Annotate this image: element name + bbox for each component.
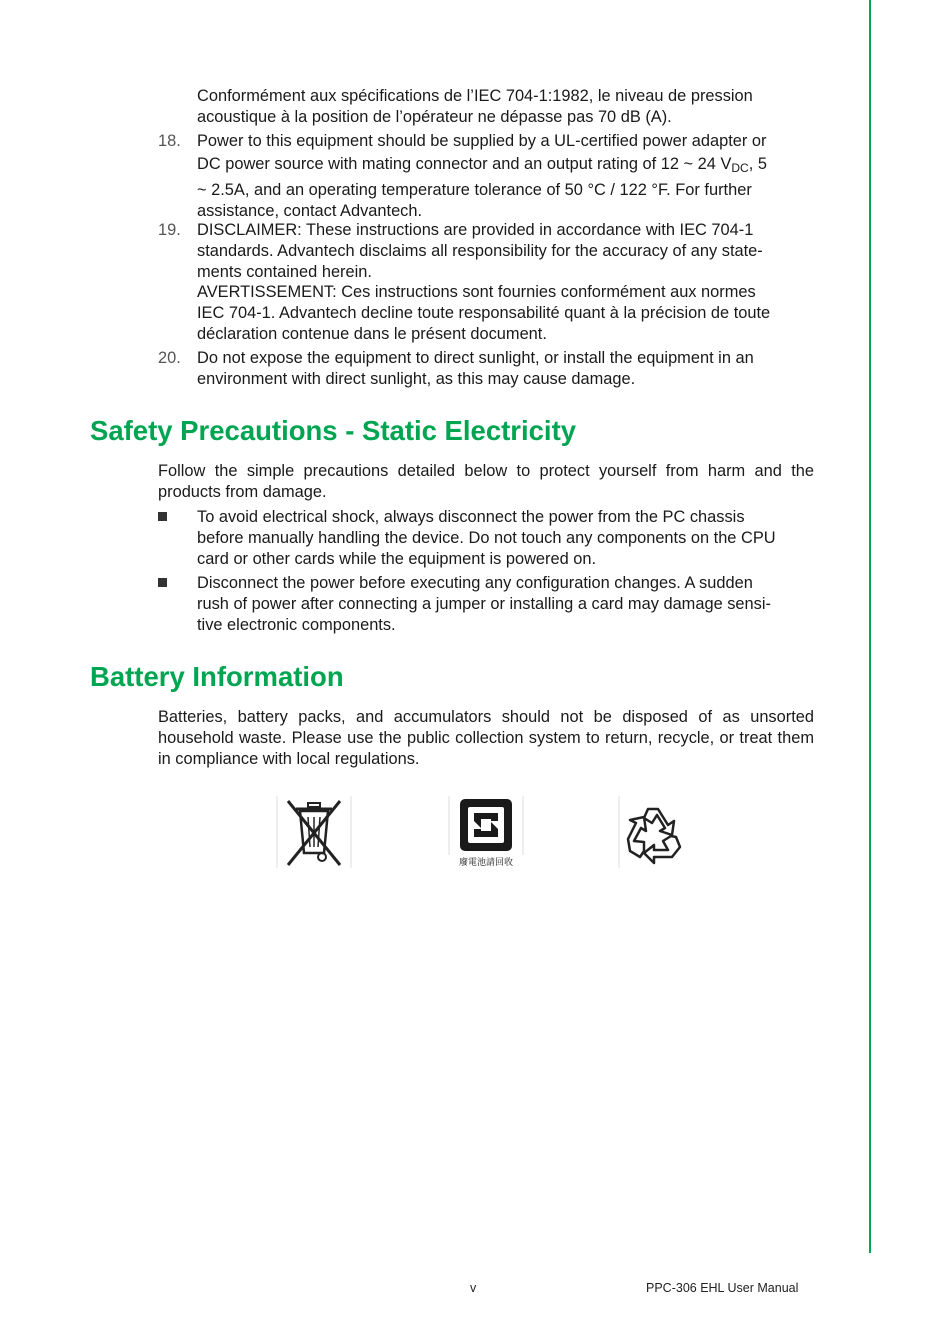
item-line: IEC 704-1. Advantech decline toute responsabilité quant à la précision de toute xyxy=(197,304,771,323)
static-intro-paragraph: Follow the simple precautions detailed below to protect yourself from harm and the products from damage. xyxy=(158,462,814,501)
item-line: tive electronic components. xyxy=(197,615,396,634)
weee-crossed-bin-icon xyxy=(276,795,352,869)
list-item-text xyxy=(197,220,817,345)
item-line: assistance, contact Advantech. xyxy=(197,201,423,220)
subscript: DC xyxy=(731,160,749,175)
item-line: DC power source with mating connector and an output rating of 12 ~ 24 $V_{DC}$, 5 xyxy=(197,154,767,175)
continuation-line: Conformément aux spécifications de l’IEC 704-1:1982, le niveau de pression xyxy=(197,87,753,105)
page-edge-rule xyxy=(869,0,871,1253)
list-number: 18. xyxy=(158,132,181,150)
square-bullet-icon xyxy=(158,512,167,521)
battery-paragraph: Batteries, battery packs, and accumulators should not be disposed of as unsorted household waste. Please use the public collection system to return, recycle, or treat them in compliance with local regulations. xyxy=(158,708,814,768)
list-item-text xyxy=(197,348,817,390)
item-line: rush of power after connecting a jumper or installing a card may damage sensi- xyxy=(197,594,771,613)
battery-recycle-caption: 廢電池請回收 xyxy=(458,858,513,868)
section-heading-static-electricity: Safety Precautions - Static Electricity xyxy=(90,415,577,446)
item-line: Disconnect the power before executing any configuration changes. A sudden xyxy=(197,574,753,592)
item-line: déclaration contenue dans le présent document. xyxy=(197,324,547,343)
item-line: ~ 2.5A, and an operating temperature tolerance of 50 °C / 122 °F. For further xyxy=(197,180,752,199)
item-line: ments contained herein. xyxy=(197,262,372,281)
item-line: AVERTISSEMENT: Ces instructions sont fournies conformément aux normes xyxy=(197,283,756,302)
section-heading-battery-information: Battery Information xyxy=(90,661,344,692)
item-line: Do not expose the equipment to direct sunlight, or install the equipment in an xyxy=(197,349,754,367)
manual-title-footer: PPC-306 EHL User Manual xyxy=(646,1281,799,1295)
item-line: before manually handling the device. Do not touch any components on the CPU xyxy=(197,528,776,547)
taiwan-battery-recycle-icon xyxy=(448,795,524,869)
list-number: 20. xyxy=(158,349,181,367)
list-number: 19. xyxy=(158,221,181,239)
item-line: card or other cards while the equipment is powered on. xyxy=(197,549,597,568)
bullet-text xyxy=(197,507,817,569)
continuation-text xyxy=(197,86,817,128)
item-line: To avoid electrical shock, always disconnect the power from the PC chassis xyxy=(197,508,745,526)
continuation-line: acoustique à la position de l’opérateur ne dépasse pas 70 dB (A). xyxy=(197,107,672,126)
square-bullet-icon xyxy=(158,578,167,587)
recycle-symbol-icon xyxy=(618,795,694,869)
item-line: Power to this equipment should be supplied by a UL-certified power adapter or xyxy=(197,132,767,150)
item-line: DISCLAIMER: These instructions are provided in accordance with IEC 704-1 xyxy=(197,221,754,239)
item-line: environment with direct sunlight, as this may cause damage. xyxy=(197,369,636,388)
page-number: v xyxy=(470,1281,477,1295)
item-line: standards. Advantech disclaims all responsibility for the accuracy of any state- xyxy=(197,241,763,260)
list-item-text xyxy=(197,131,817,221)
bullet-text xyxy=(197,573,817,635)
